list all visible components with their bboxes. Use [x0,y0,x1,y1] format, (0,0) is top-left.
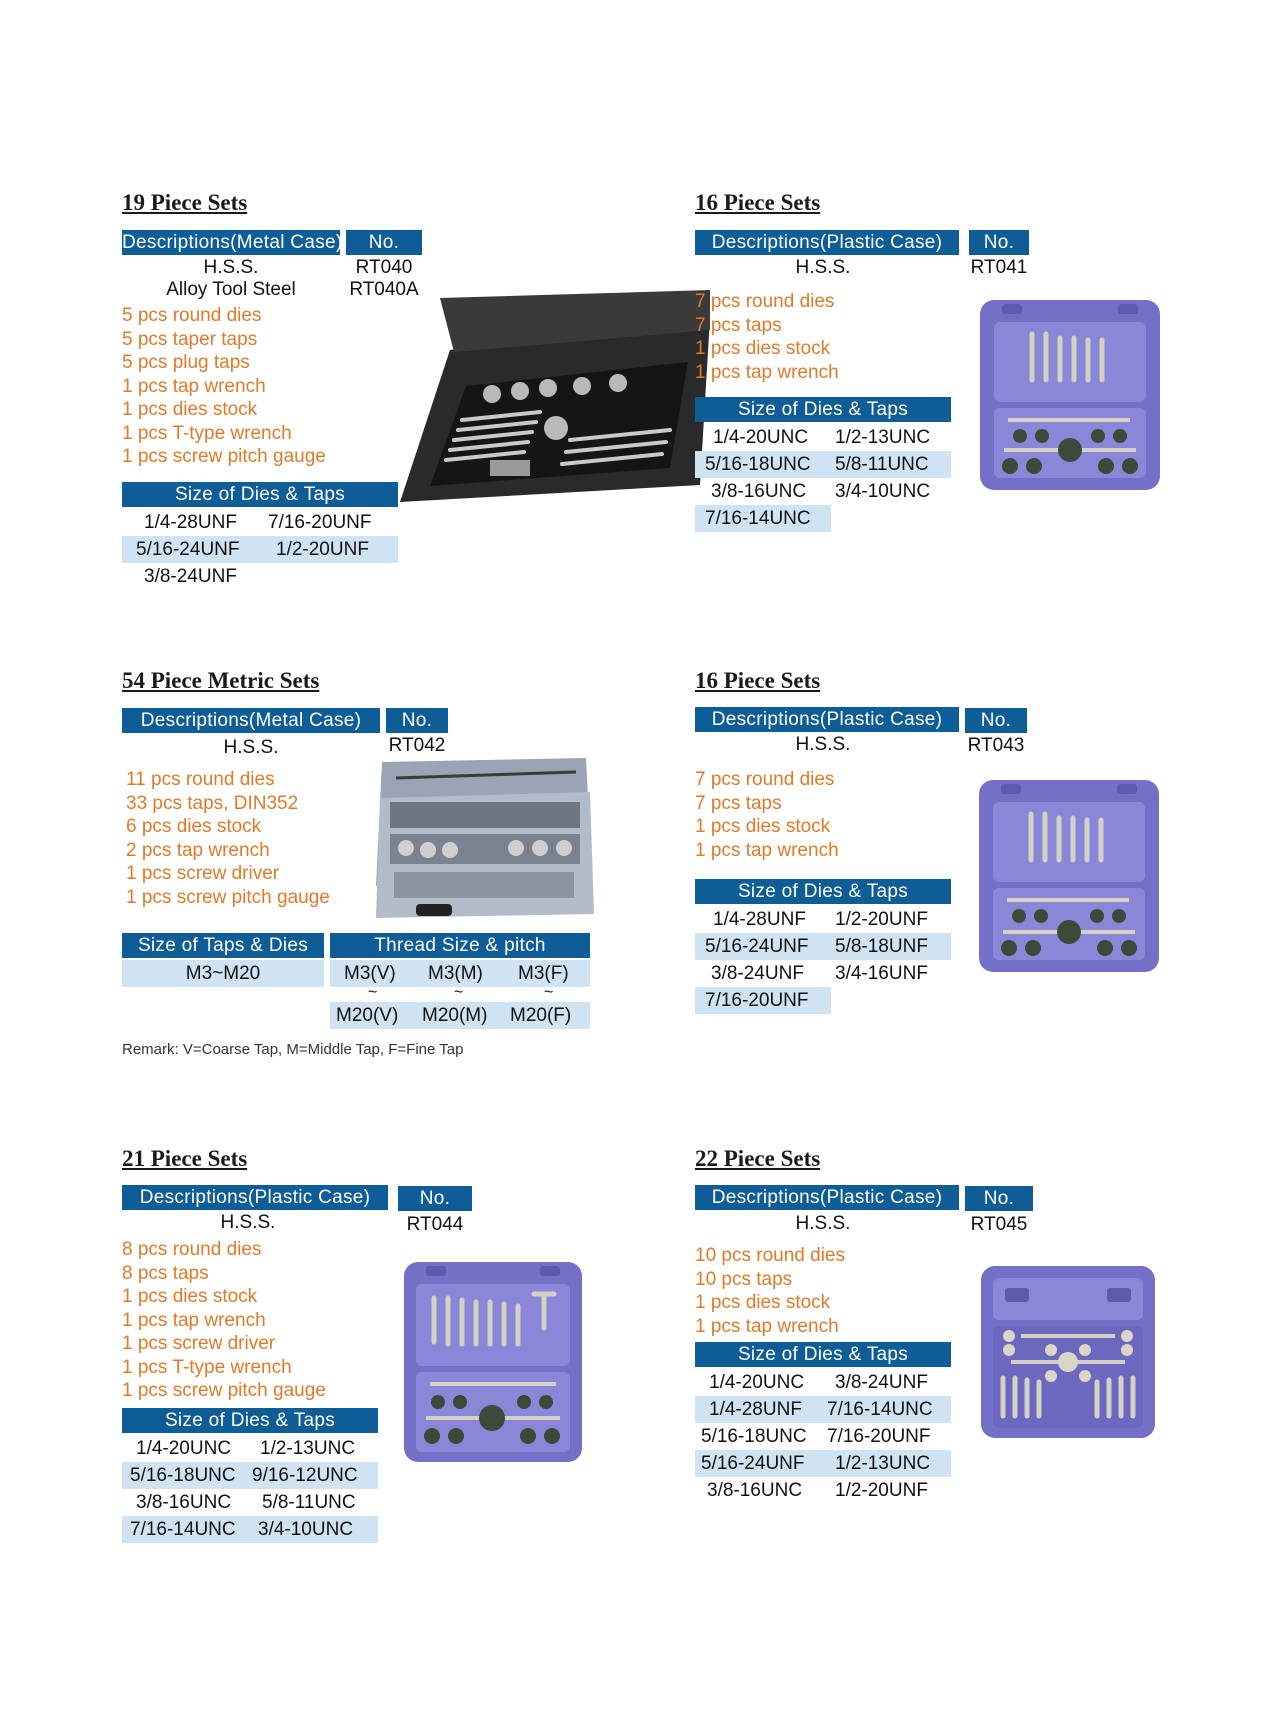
contents-list [695,290,839,384]
size-cell: 3/8-16UNC [707,1480,803,1501]
list-item: 1 pcs dies stock [695,1292,831,1313]
material-text: Alloy Tool Steel [166,279,296,300]
size-row [695,451,951,478]
size-cell: 1/4-28UNF [709,1399,802,1420]
section-title: 16 Piece Sets [695,190,821,215]
model-number: RT045 [970,1214,1028,1235]
size-range-row [122,960,324,987]
size-row [122,536,398,563]
material-text: H.S.S. [223,737,279,758]
size-cell: 5/8-18UNF [835,936,928,957]
thread-tilde: ~ [544,984,554,1001]
size-cell: 3/8-24UNF [835,1372,928,1393]
size-cell: 1/2-13UNC [260,1438,356,1459]
size-row [695,1423,951,1450]
descriptions-header: Descriptions(Metal Case) [122,708,380,733]
thread-header: Thread Size & pitch [330,933,590,958]
product-photo-metal-case [370,290,710,505]
thread-cell: M3(V) [344,963,396,984]
product-photo-metal-case [376,758,594,918]
list-item: 1 pcs dies stock [122,1286,258,1307]
size-row [122,1516,378,1543]
list-item: 7 pcs taps [695,314,782,336]
list-item: 1 pcs dies stock [695,816,831,837]
size-cell: 1/4-20UNC [136,1438,232,1459]
model-number: RT041 [970,257,1028,278]
list-item: 6 pcs dies stock [126,816,262,837]
thread-tilde: ~ [454,984,464,1001]
section-title: 16 Piece Sets [695,668,821,693]
size-cell: 1/4-20UNC [713,427,809,448]
thread-cell: M20(F) [510,1005,572,1026]
size-cell: 3/4-10UNC [835,481,931,502]
contents-list [695,1244,845,1338]
section-title: 19 Piece Sets [122,190,248,215]
list-item: 1 pcs tap wrench [695,361,839,383]
size-header: Size of Taps & Dies [122,933,324,958]
list-item: 1 pcs dies stock [122,399,258,420]
number-header: No. [965,1186,1033,1211]
number-header: No. [386,708,448,733]
material-text: H.S.S. [220,1212,276,1233]
descriptions-header: Descriptions(Plastic Case) [695,1185,959,1210]
product-photo-plastic-case [980,300,1160,490]
size-row [122,1435,378,1462]
size-cell: 7/16-20UNF [268,512,372,533]
size-cell: 7/16-20UNF [705,990,809,1011]
model-number: RT042 [388,735,446,756]
product-photo-plastic-case [979,780,1159,972]
size-row [695,424,951,451]
remark-note: Remark: V=Coarse Tap, M=Middle Tap, F=Fine Tap [122,1041,464,1058]
list-item: 1 pcs T-type wrench [122,1356,292,1378]
size-row [695,478,951,505]
number-header: No. [965,708,1027,733]
list-item: 1 pcs screw pitch gauge [122,1380,326,1401]
size-cell: 9/16-12UNC [252,1465,358,1486]
list-item: 1 pcs dies stock [695,338,831,359]
thread-row-top [330,960,590,987]
size-cell: 3/8-24UNF [144,566,237,587]
list-item: 7 pcs round dies [695,291,835,312]
list-item: 1 pcs tap wrench [122,1309,266,1331]
size-header: Size of Dies & Taps [122,482,398,507]
size-cell: 5/8-11UNC [262,1492,356,1513]
size-cell: 3/8-24UNF [711,963,804,984]
size-cell: 3/8-16UNC [136,1492,232,1513]
material-text: H.S.S. [795,734,851,755]
size-row [695,933,951,960]
section-title: 54 Piece Metric Sets [122,668,320,693]
thread-cell: M3(F) [518,963,569,984]
descriptions-header: Descriptions(Plastic Case) [122,1185,388,1210]
list-item: 5 pcs plug taps [122,352,250,373]
size-cell: 5/16-18UNC [130,1465,236,1486]
size-header: Size of Dies & Taps [695,397,951,422]
product-photo-plastic-case [404,1262,582,1462]
size-cell: 1/4-20UNC [709,1372,805,1393]
size-cell: 1/2-20UNF [276,539,369,560]
size-cell: 1/4-28UNF [144,512,237,533]
list-item: 1 pcs screw driver [122,1333,276,1354]
size-row [122,563,398,590]
contents-list [122,304,326,469]
thread-row-tilde [330,984,590,1002]
descriptions-header: Descriptions(Plastic Case) [695,707,959,732]
list-item: 10 pcs taps [695,1268,793,1290]
list-item: 1 pcs tap wrench [122,375,266,397]
list-item: 33 pcs taps, DIN352 [126,792,299,814]
number-header: No. [398,1186,472,1211]
size-cell: 5/16-18UNC [705,454,811,475]
list-item: 1 pcs screw driver [126,863,280,884]
size-cell: 1/2-20UNF [835,909,928,930]
thread-cell: M20(M) [422,1005,488,1026]
size-header: Size of Dies & Taps [695,879,951,904]
list-item: 7 pcs round dies [695,769,835,790]
size-range: M3~M20 [185,963,261,984]
size-cell: 5/16-24UNF [705,936,809,957]
size-cell: 5/16-24UNF [701,1453,805,1474]
list-item: 1 pcs screw pitch gauge [122,446,326,467]
size-row [695,1396,951,1423]
size-cell: 3/4-10UNC [258,1519,354,1540]
model-number: RT040A [349,279,419,300]
size-cell: 7/16-14UNC [705,508,811,529]
model-number: RT044 [406,1214,464,1235]
list-item: 1 pcs tap wrench [695,839,839,861]
material-text: H.S.S. [795,1213,851,1234]
material-text: H.S.S. [203,257,259,278]
contents-list [126,768,330,909]
list-item: 2 pcs tap wrench [126,839,270,861]
contents-list [122,1238,326,1403]
thread-cell: M20(V) [336,1005,399,1026]
size-cell: 7/16-20UNF [827,1426,931,1447]
number-header: No. [969,230,1029,255]
size-row [695,1477,951,1504]
list-item: 7 pcs taps [695,792,782,814]
list-item: 5 pcs round dies [122,305,262,326]
size-cell: 1/2-20UNF [835,1480,928,1501]
material-text: H.S.S. [795,257,851,278]
descriptions-header: Descriptions(Metal Case) [122,232,343,253]
size-row [122,1489,378,1516]
size-row [695,987,831,1014]
contents-list [695,768,839,862]
size-cell: 7/16-14UNC [130,1519,236,1540]
list-item: 8 pcs taps [122,1262,209,1284]
list-item: 8 pcs round dies [122,1239,262,1260]
size-row [695,1450,951,1477]
size-cell: 5/16-18UNC [701,1426,807,1447]
list-item: 1 pcs T-type wrench [122,422,292,444]
list-item: 11 pcs round dies [126,769,275,790]
size-row [122,509,398,536]
size-cell: 5/16-24UNF [136,539,240,560]
size-row [695,1369,951,1396]
size-cell: 1/2-13UNC [835,1453,931,1474]
size-row [122,1462,378,1489]
product-photo-plastic-case [981,1266,1155,1438]
size-cell: 7/16-14UNC [827,1399,933,1420]
size-cell: 3/8-16UNC [711,481,807,502]
size-cell: 1/4-28UNF [713,909,806,930]
list-item: 1 pcs tap wrench [695,1315,839,1337]
list-item: 1 pcs screw pitch gauge [126,886,330,908]
size-row [695,906,951,933]
thread-tilde: ~ [368,984,378,1001]
size-header: Size of Dies & Taps [122,1408,378,1433]
size-cell: 5/8-11UNC [835,454,929,475]
size-cell: 1/2-13UNC [835,427,931,448]
section-title: 21 Piece Sets [122,1146,248,1171]
size-row [695,505,831,532]
list-item: 10 pcs round dies [695,1245,845,1266]
size-header: Size of Dies & Taps [695,1342,951,1367]
thread-cell: M3(M) [428,963,483,984]
model-number: RT040 [355,257,413,278]
size-row [695,960,951,987]
size-cell: 3/4-16UNF [835,963,928,984]
descriptions-header: Descriptions(Plastic Case) [695,230,959,255]
number-header: No. [346,230,422,255]
thread-row-bottom [330,1002,590,1029]
list-item: 5 pcs taper taps [122,328,258,350]
model-number: RT043 [967,735,1025,756]
section-title: 22 Piece Sets [695,1146,821,1171]
